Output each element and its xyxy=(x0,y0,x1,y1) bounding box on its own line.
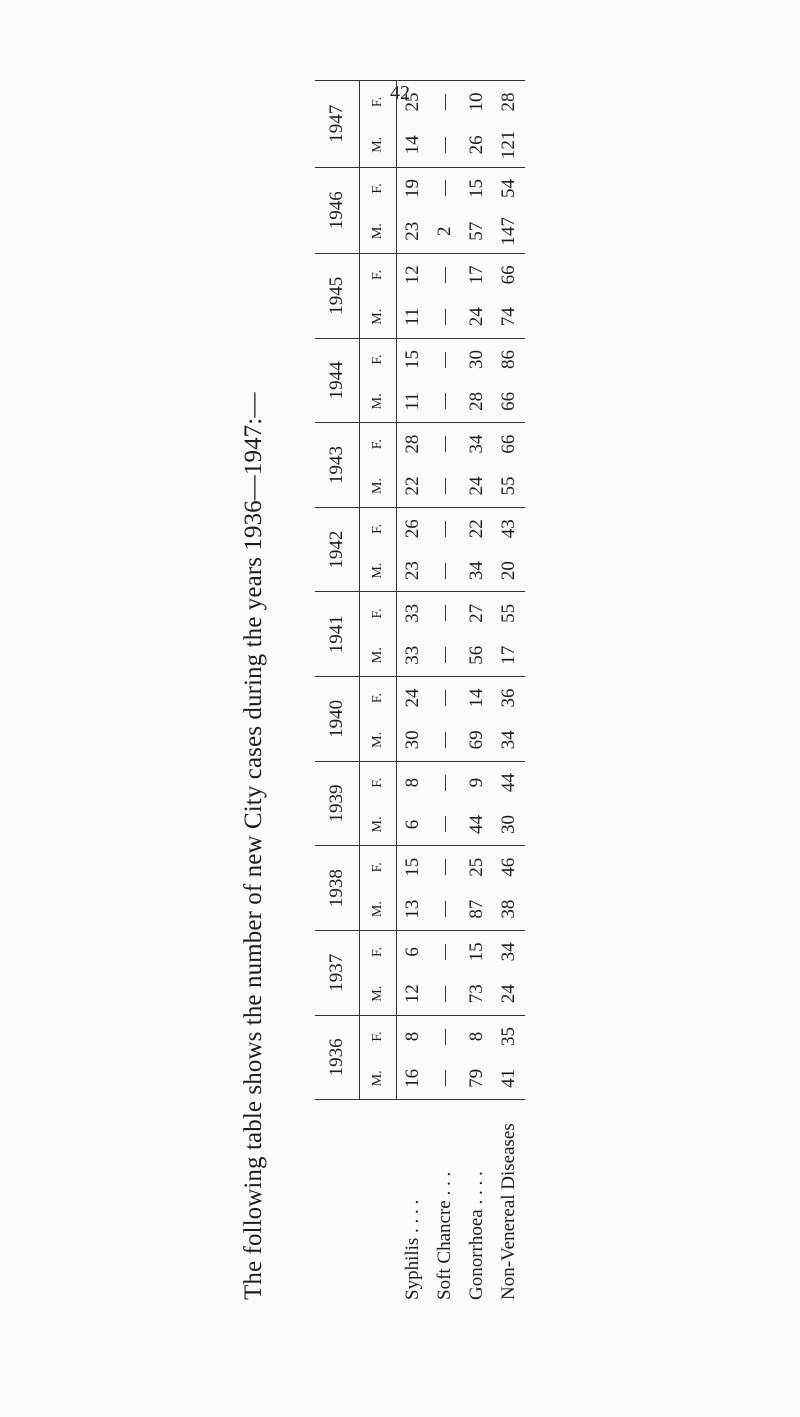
table-cell: 66 xyxy=(493,423,525,465)
table-row xyxy=(397,81,430,1301)
dash-mark xyxy=(445,478,446,494)
table-cell xyxy=(429,253,461,295)
table-cell: 147 xyxy=(498,216,519,246)
table-row xyxy=(493,81,525,1301)
table-cell: 15 xyxy=(461,167,493,209)
dash-mark xyxy=(445,352,446,368)
table-cell: 33 xyxy=(397,592,430,634)
table-cell: 17 xyxy=(498,645,519,665)
table-cell: 43 xyxy=(493,507,525,549)
table-cell: 74 xyxy=(498,307,519,327)
table-cell xyxy=(429,507,461,549)
table-cell: 28 xyxy=(466,391,487,411)
table-cell xyxy=(429,888,461,930)
dash-mark xyxy=(445,647,446,663)
female-column-header: F. xyxy=(360,167,397,209)
row-label: Syphilis . . . . xyxy=(397,1100,430,1300)
row-label-header xyxy=(315,1100,397,1300)
dash-mark xyxy=(445,181,446,197)
table-cell: 34 xyxy=(498,730,519,750)
year-header: 1945 xyxy=(315,253,360,338)
table-cell xyxy=(429,1015,461,1057)
female-column-header: F. xyxy=(360,253,397,295)
male-column-header: M. xyxy=(360,1057,397,1099)
table-cell: 87 xyxy=(466,899,487,919)
female-column-header: F. xyxy=(360,507,397,549)
table-cell: 57 xyxy=(466,221,487,241)
table-cell: 28 xyxy=(397,423,430,465)
table-cell: 8 xyxy=(397,761,430,803)
dash-mark xyxy=(445,393,446,409)
table-cell xyxy=(429,592,461,634)
rotated-table-block xyxy=(240,80,700,1300)
table-cell xyxy=(429,804,461,846)
dash-mark xyxy=(445,986,446,1002)
table-cell: 36 xyxy=(493,677,525,719)
table-cell xyxy=(429,719,461,761)
male-column-header: M. xyxy=(360,123,397,167)
table-cell: 8 xyxy=(397,1015,430,1057)
table-cell xyxy=(429,123,461,167)
table-caption: The following table shows the number of new City cases during the years 1936—1947:— xyxy=(240,392,267,1300)
table-cell xyxy=(429,634,461,676)
year-header: 1939 xyxy=(315,761,360,846)
year-header: 1944 xyxy=(315,338,360,423)
male-column-header: M. xyxy=(360,550,397,592)
female-column-header: F. xyxy=(360,1015,397,1057)
table-cell xyxy=(429,846,461,888)
row-label: Soft Chancre . . . xyxy=(429,1100,461,1300)
male-column-header: M. xyxy=(360,296,397,338)
table-cell: 23 xyxy=(402,221,423,241)
table-cell: 34 xyxy=(461,423,493,465)
table-cell: 28 xyxy=(493,81,525,124)
male-column-header: M. xyxy=(360,634,397,676)
table-cell: 79 xyxy=(466,1068,487,1088)
table-cell: 6 xyxy=(402,819,423,830)
dash-mark xyxy=(445,563,446,579)
male-column-header: M. xyxy=(360,888,397,930)
table-cell: 24 xyxy=(397,677,430,719)
table-cell xyxy=(429,973,461,1015)
table-cell xyxy=(429,423,461,465)
table-cell xyxy=(429,1057,461,1099)
table-cell: 41 xyxy=(498,1068,519,1088)
cases-table xyxy=(315,80,525,1300)
table-cell: 35 xyxy=(493,1015,525,1057)
table-cell xyxy=(429,296,461,338)
row-label: Gonorrhoea . . . . xyxy=(461,1100,493,1300)
dash-mark xyxy=(445,1070,446,1086)
table-cell xyxy=(429,465,461,507)
year-header: 1937 xyxy=(315,930,360,1015)
year-header: 1941 xyxy=(315,592,360,677)
dash-mark xyxy=(445,309,446,325)
table-cell: 26 xyxy=(466,135,487,155)
year-header: 1943 xyxy=(315,423,360,508)
table-cell: 17 xyxy=(461,253,493,295)
table-cell: 24 xyxy=(466,476,487,496)
table-cell: 121 xyxy=(498,130,519,160)
table-row xyxy=(429,81,461,1301)
row-label: Non-Venereal Diseases xyxy=(493,1100,525,1300)
dash-mark xyxy=(445,859,446,875)
dash-mark xyxy=(445,816,446,832)
dash-mark xyxy=(445,944,446,960)
table-cell: 44 xyxy=(466,814,487,834)
table-cell: 9 xyxy=(461,761,493,803)
table-body xyxy=(397,81,526,1301)
table-cell: 54 xyxy=(493,167,525,209)
year-header: 1938 xyxy=(315,846,360,931)
table-cell xyxy=(429,550,461,592)
table-cell: 30 xyxy=(402,730,423,750)
table-cell: 11 xyxy=(402,392,423,411)
table-cell: 26 xyxy=(397,507,430,549)
year-header: 1946 xyxy=(315,167,360,253)
table-cell: 27 xyxy=(461,592,493,634)
table-cell xyxy=(429,761,461,803)
year-header-row xyxy=(315,81,360,1301)
table-cell: 24 xyxy=(498,984,519,1004)
table-cell xyxy=(429,338,461,380)
dash-mark xyxy=(445,436,446,452)
table-cell: 19 xyxy=(397,167,430,209)
table-cell: 23 xyxy=(402,561,423,581)
table-cell: 66 xyxy=(493,253,525,295)
female-column-header: F. xyxy=(360,338,397,380)
table-cell: 15 xyxy=(397,338,430,380)
male-column-header: M. xyxy=(360,973,397,1015)
table-cell: 25 xyxy=(461,846,493,888)
table-cell: 8 xyxy=(461,1015,493,1057)
table-cell: 15 xyxy=(397,846,430,888)
table-cell: 22 xyxy=(461,507,493,549)
table-cell: 56 xyxy=(466,645,487,665)
table-cell: 66 xyxy=(498,391,519,411)
table-cell xyxy=(429,81,461,124)
male-column-header: M. xyxy=(360,209,397,253)
dash-mark xyxy=(445,901,446,917)
table-cell: 13 xyxy=(402,899,423,919)
year-header: 1942 xyxy=(315,507,360,592)
table-cell: 30 xyxy=(498,814,519,834)
dash-mark xyxy=(445,732,446,748)
table-cell: 12 xyxy=(402,984,423,1004)
table-cell: 24 xyxy=(466,307,487,327)
table-cell: 30 xyxy=(461,338,493,380)
table-cell: 55 xyxy=(498,476,519,496)
dash-mark xyxy=(445,690,446,706)
table-cell: 2 xyxy=(434,226,455,236)
table-cell: 55 xyxy=(493,592,525,634)
table-cell: 20 xyxy=(498,561,519,581)
table-cell: 44 xyxy=(493,761,525,803)
table-cell: 11 xyxy=(402,307,423,326)
dash-mark xyxy=(445,267,446,283)
female-column-header: F. xyxy=(360,677,397,719)
table-cell: 14 xyxy=(402,135,423,155)
female-column-header: F. xyxy=(360,930,397,972)
table-cell xyxy=(429,677,461,719)
dash-mark xyxy=(445,521,446,537)
dash-mark xyxy=(445,605,446,621)
female-column-header: F. xyxy=(360,81,397,124)
table-cell: 10 xyxy=(461,81,493,124)
table-cell xyxy=(429,930,461,972)
table-cell: 34 xyxy=(493,930,525,972)
table-cell: 69 xyxy=(466,730,487,750)
year-header: 1936 xyxy=(315,1015,360,1100)
female-column-header: F. xyxy=(360,592,397,634)
table-cell: 25 xyxy=(397,81,430,124)
table-cell: 22 xyxy=(402,476,423,496)
female-column-header: F. xyxy=(360,423,397,465)
page-number: 42 xyxy=(390,82,410,104)
table-cell: 86 xyxy=(493,338,525,380)
table-cell: 33 xyxy=(402,645,423,665)
year-header: 1947 xyxy=(315,81,360,168)
table-cell: 14 xyxy=(461,677,493,719)
male-column-header: M. xyxy=(360,804,397,846)
table-cell: 34 xyxy=(466,561,487,581)
dash-mark xyxy=(445,1029,446,1045)
dash-mark xyxy=(445,137,446,153)
table-cell xyxy=(429,167,461,209)
table-cell: 6 xyxy=(397,930,430,972)
female-column-header: F. xyxy=(360,846,397,888)
table-cell: 38 xyxy=(498,899,519,919)
table-cell xyxy=(429,380,461,422)
female-column-header: F. xyxy=(360,761,397,803)
table-cell: 16 xyxy=(402,1068,423,1088)
male-column-header: M. xyxy=(360,719,397,761)
table-cell: 12 xyxy=(397,253,430,295)
dash-mark xyxy=(445,775,446,791)
dash-mark xyxy=(445,94,446,110)
table-cell: 73 xyxy=(466,984,487,1004)
male-column-header: M. xyxy=(360,380,397,422)
table-cell: 46 xyxy=(493,846,525,888)
table-row xyxy=(461,81,493,1301)
year-header: 1940 xyxy=(315,677,360,762)
table-cell: 15 xyxy=(461,930,493,972)
male-column-header: M. xyxy=(360,465,397,507)
